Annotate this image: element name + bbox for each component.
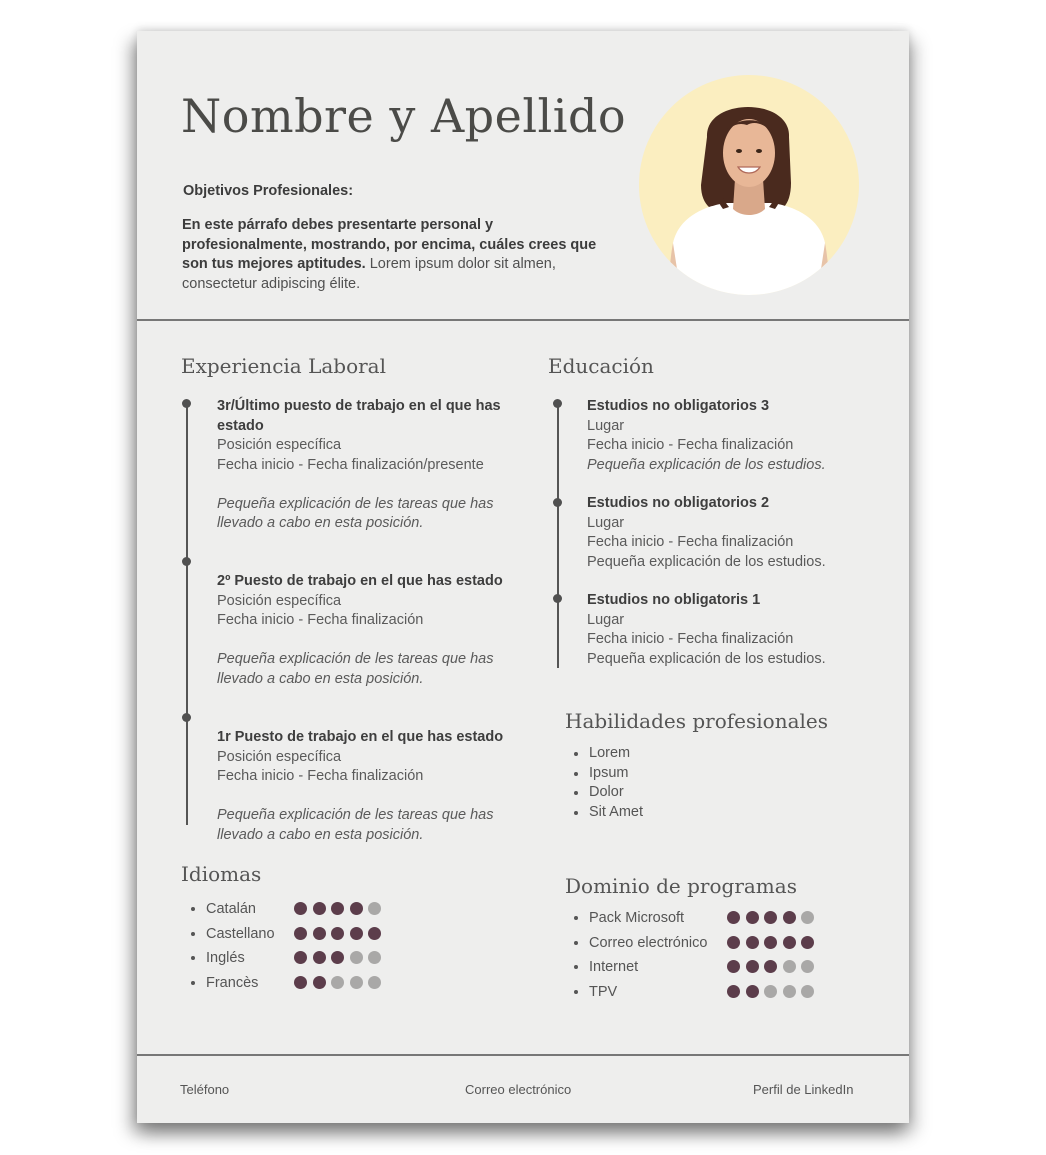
rating-dot-filled xyxy=(331,927,344,940)
education-item-dates: Fecha inicio - Fecha finalización xyxy=(587,631,794,647)
experience-item xyxy=(217,397,527,534)
footer-divider xyxy=(137,1054,909,1056)
rating-dot-filled xyxy=(764,960,777,973)
rating-dots xyxy=(727,936,820,950)
rating-dot-filled xyxy=(764,911,777,924)
rating-dot-filled xyxy=(313,927,326,940)
experience-item-position: Posición específica xyxy=(217,592,342,609)
rating-dot-filled xyxy=(331,902,344,915)
rating-dots xyxy=(727,911,820,925)
skills-title: Habilidades profesionales xyxy=(565,709,828,733)
rating-dot-filled xyxy=(727,911,740,924)
education-item-place: Lugar xyxy=(587,417,625,434)
profile-photo xyxy=(639,75,859,295)
experience-item-desc: Pequeña explicación de les tareas que has llevado a cabo en esta posición. xyxy=(217,651,494,687)
rating-dots xyxy=(294,902,387,916)
rating-dot-filled xyxy=(313,951,326,964)
experience-item-position: Posición específica xyxy=(217,748,342,765)
skill-item: Ipsum xyxy=(565,764,643,784)
objectives-text-bold: En este párrafo debes presentarte personal y profesionalmente, mostrando, por encima, cuáles crees que son tus mejores aptitudes. xyxy=(182,217,597,272)
program-label: Internet xyxy=(589,959,639,975)
programs-title: Dominio de programas xyxy=(565,874,797,898)
timeline-dot xyxy=(553,498,562,507)
rating-dot-empty xyxy=(368,976,381,989)
timeline-dot xyxy=(553,399,562,408)
education-item xyxy=(587,494,887,572)
education-item-place: Lugar xyxy=(587,611,625,628)
education-item-title: Estudios no obligatoris 1 xyxy=(587,592,761,608)
rating-dot-empty xyxy=(350,951,363,964)
education-item-dates: Fecha inicio - Fecha finalización xyxy=(587,534,794,550)
rating-dot-filled xyxy=(746,911,759,924)
rating-dots xyxy=(294,951,387,965)
rating-dots xyxy=(294,927,387,941)
rating-dot-filled xyxy=(727,960,740,973)
education-item-dates: Fecha inicio - Fecha finalización xyxy=(587,437,794,453)
rating-dot-empty xyxy=(350,976,363,989)
rating-dot-filled xyxy=(294,927,307,940)
rating-dot-filled xyxy=(764,936,777,949)
rating-dot-filled xyxy=(746,960,759,973)
program-label: Pack Microsoft xyxy=(589,910,685,926)
skill-item: Lorem xyxy=(565,744,643,764)
experience-item-title: 1r Puesto de trabajo en el que has estado xyxy=(217,729,504,745)
footer-phone: Teléfono xyxy=(180,1082,230,1097)
education-item-desc: Pequeña explicación de los estudios. xyxy=(587,650,826,667)
education-item-desc: Pequeña explicación de los estudios. xyxy=(587,553,826,570)
program-item xyxy=(565,980,845,1005)
program-label: TPV xyxy=(589,983,618,1000)
language-item xyxy=(182,897,402,922)
language-label: Catalán xyxy=(206,901,256,917)
rating-dot-filled xyxy=(294,951,307,964)
rating-dot-filled xyxy=(294,976,307,989)
objectives-text xyxy=(182,216,612,294)
rating-dot-filled xyxy=(350,927,363,940)
person-portrait-icon xyxy=(639,75,859,295)
experience-item-desc: Pequeña explicación de les tareas que has llevado a cabo en esta posición. xyxy=(217,495,494,531)
header-divider xyxy=(137,319,909,321)
rating-dot-filled xyxy=(368,927,381,940)
footer-linkedin: Perfil de LinkedIn xyxy=(753,1082,854,1097)
languages-list xyxy=(182,897,402,995)
rating-dot-filled xyxy=(783,911,796,924)
programs-list xyxy=(565,906,845,1004)
experience-item xyxy=(217,572,527,689)
candidate-name: Nombre y Apellido xyxy=(181,89,627,143)
rating-dots xyxy=(727,985,820,999)
education-item-title: Estudios no obligatorios 2 xyxy=(587,495,770,511)
timeline-dot xyxy=(182,399,191,408)
experience-item-dates: Fecha inicio - Fecha finalización xyxy=(217,768,424,784)
rating-dot-filled xyxy=(294,902,307,915)
education-item-place: Lugar xyxy=(587,514,625,531)
rating-dot-empty xyxy=(783,960,796,973)
rating-dot-filled xyxy=(727,985,740,998)
rating-dot-empty xyxy=(368,902,381,915)
education-item-desc: Pequeña explicación de los estudios. xyxy=(587,456,826,473)
rating-dot-empty xyxy=(783,985,796,998)
rating-dot-filled xyxy=(801,936,814,949)
language-item xyxy=(182,922,402,947)
rating-dot-filled xyxy=(727,936,740,949)
language-label: Inglés xyxy=(206,950,245,966)
experience-item-dates: Fecha inicio - Fecha finalización xyxy=(217,612,424,628)
skill-item: Dolor xyxy=(565,783,643,803)
rating-dot-filled xyxy=(331,951,344,964)
rating-dot-empty xyxy=(331,976,344,989)
education-item xyxy=(587,397,887,475)
skills-list xyxy=(565,744,643,822)
resume-page xyxy=(137,31,909,1123)
timeline-dot xyxy=(182,557,191,566)
rating-dot-filled xyxy=(746,985,759,998)
rating-dot-filled xyxy=(350,902,363,915)
rating-dots xyxy=(294,976,387,990)
rating-dot-empty xyxy=(801,911,814,924)
rating-dot-filled xyxy=(783,936,796,949)
language-item xyxy=(182,946,402,971)
experience-item-dates: Fecha inicio - Fecha finalización/presente xyxy=(217,456,484,473)
experience-item xyxy=(217,728,527,845)
language-item xyxy=(182,971,402,996)
language-label: Castellano xyxy=(206,925,275,942)
rating-dot-empty xyxy=(764,985,777,998)
objectives-title: Objetivos Profesionales: xyxy=(183,183,354,199)
program-item xyxy=(565,906,845,931)
experience-title: Experiencia Laboral xyxy=(181,354,386,378)
experience-item-title: 2º Puesto de trabajo en el que has estado xyxy=(217,573,503,589)
experience-timeline xyxy=(186,404,188,825)
rating-dot-empty xyxy=(801,985,814,998)
experience-item-title: 3r/Último puesto de trabajo en el que has estado xyxy=(217,398,501,434)
program-item xyxy=(565,955,845,980)
program-label: Correo electrónico xyxy=(589,934,708,951)
timeline-dot xyxy=(182,713,191,722)
experience-item-position: Posición específica xyxy=(217,437,342,453)
education-title: Educación xyxy=(548,354,654,378)
rating-dot-filled xyxy=(313,976,326,989)
footer-email: Correo electrónico xyxy=(465,1082,572,1097)
rating-dot-empty xyxy=(368,951,381,964)
skill-item: Sit Amet xyxy=(565,803,643,823)
rating-dot-filled xyxy=(313,902,326,915)
education-item xyxy=(587,591,887,669)
program-item xyxy=(565,931,845,956)
objectives-text-rest: Lorem ipsum dolor sit almen, consectetur adipiscing élite. xyxy=(182,256,556,292)
languages-title: Idiomas xyxy=(181,862,262,886)
education-timeline xyxy=(557,404,559,668)
rating-dot-filled xyxy=(746,936,759,949)
language-label: Francès xyxy=(206,974,259,991)
rating-dot-empty xyxy=(801,960,814,973)
experience-item-desc: Pequeña explicación de les tareas que has llevado a cabo en esta posición. xyxy=(217,807,494,843)
timeline-dot xyxy=(553,594,562,603)
rating-dots xyxy=(727,960,820,974)
education-item-title: Estudios no obligatorios 3 xyxy=(587,398,770,414)
